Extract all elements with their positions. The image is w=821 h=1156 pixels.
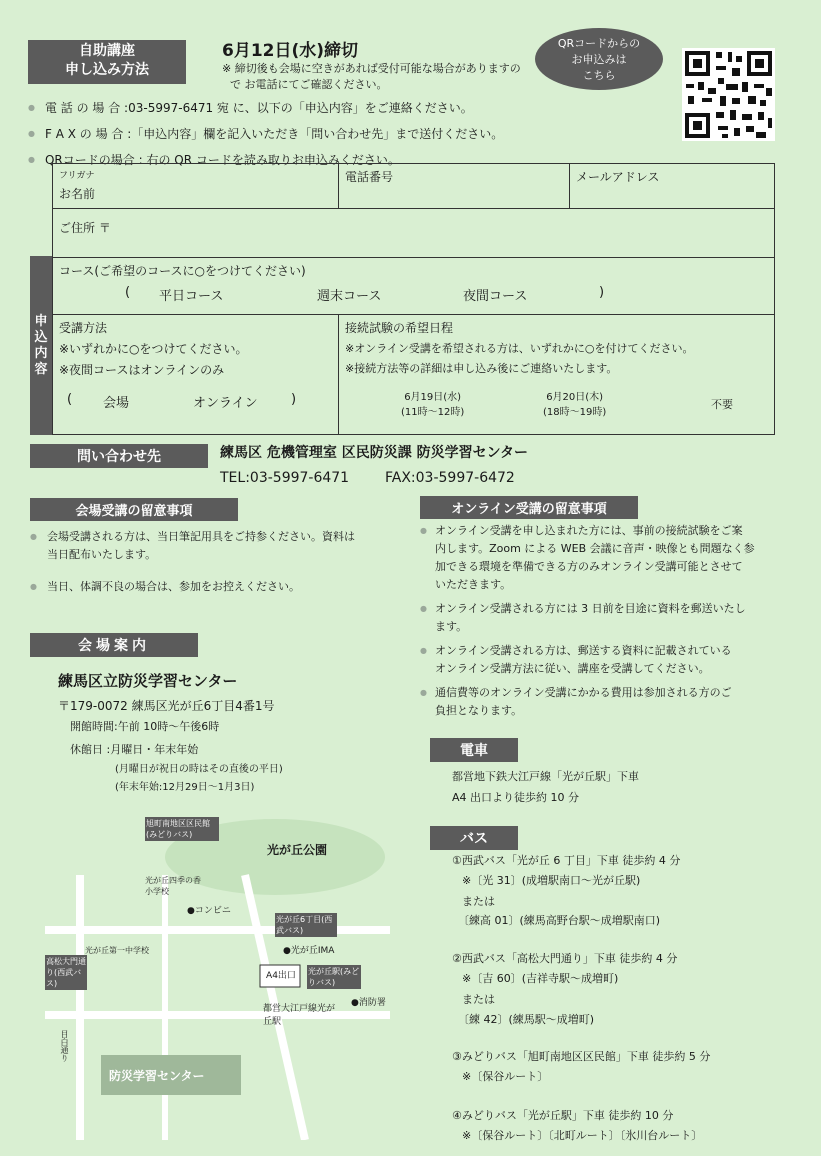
bus-line-6: ※〔吉 60〕(吉祥寺駅～成増町) (462, 972, 619, 985)
map-fire-station: ●消防署 (351, 998, 386, 1008)
furigana-label: フリガナ (59, 171, 95, 181)
method-phone: ● 電 話 の 場 合 :03-5997-6471 宛 に、以下の「申込内容」をご連絡ください。 (28, 96, 503, 122)
test-option-1[interactable] (401, 388, 464, 418)
method-paren-open: ( (67, 392, 73, 407)
test-time-2: (18時～19時) (543, 407, 607, 418)
venue-note-1: ● 会場受講される方は、当日筆記用具をご持参ください。資料は 当日配布いたします。 (30, 528, 360, 564)
bus-line-3: または (462, 895, 495, 908)
apply-label-line1: 自助講座 (79, 43, 135, 59)
online-note-3-line1: オンライン受講される方は、郵送する資料に記載されている (434, 644, 732, 657)
contact-org: 練馬区 危機管理室 区民防災課 防災学習センター (220, 445, 529, 461)
venue-note-1-line1: 会場受講される方は、当日筆記用具をご持参ください。資料は (46, 530, 355, 543)
address-label: ご住所 〒 (59, 221, 111, 235)
name-field[interactable] (52, 163, 339, 209)
train-line-2: A4 出口より徒歩約 10 分 (452, 791, 580, 804)
course-night-option[interactable]: 夜間コース (463, 289, 528, 304)
test-note-2: ※接続方法等の詳細は申し込み後にご連絡いたします。 (345, 362, 618, 375)
qr-code[interactable] (682, 48, 775, 141)
bus-line-7: または (462, 993, 495, 1006)
venue-closed-note-2: (年末年始:12月29日～1月3日) (115, 782, 255, 793)
venue-address: 〒179-0072 練馬区光が丘6丁目4番1号 (58, 699, 275, 713)
qr-bubble-line2: お申込みは (571, 53, 627, 66)
side-char-3: 内 (34, 345, 48, 361)
name-label: お名前 (59, 187, 96, 201)
qr-code-icon (682, 48, 775, 141)
map-midori-stop-2: 光が丘駅(みどりバス) (308, 967, 360, 987)
venue-notes (30, 528, 360, 596)
test-note-1: ※オンライン受講を希望される方は、いずれかに○を付けてください。 (345, 342, 694, 355)
bus-line-12: ※〔保谷ルート〕〔北町ルート〕〔氷川台ルート〕 (462, 1129, 703, 1142)
test-date-1: 6月19日(水) (404, 392, 462, 403)
online-note-4-line2: 負担となります。 (434, 704, 523, 717)
apply-label-line2: 申し込み方法 (65, 62, 149, 78)
online-note-2-line2: ます。 (434, 620, 468, 633)
venue-note-2: ● 当日、体調不良の場合は、参加をお控えください。 (30, 578, 360, 596)
method-paren-close: ) (291, 392, 297, 407)
method-online-option[interactable]: オンライン (193, 396, 258, 411)
online-note-1-line2: 内します。Zoom による WEB 会議に音声・映像とも問題なく参 (434, 542, 755, 555)
course-paren-close: ) (599, 285, 605, 300)
venue-info-label: 会場案内 (30, 633, 198, 657)
deadline: 6月12日(水)締切 (222, 41, 359, 61)
map-convenience-store: ●コンビニ (187, 906, 231, 916)
online-notes (420, 522, 770, 720)
bus-line-10: ※〔保谷ルート〕 (462, 1070, 549, 1083)
online-notes-label: オンライン受講の留意事項 (420, 496, 638, 519)
phone-label: 電話番号 (345, 170, 394, 184)
map-stop-takamatsu: 高松大門通り(西武バス) (46, 957, 86, 988)
online-note-1-line4: いただきます。 (434, 578, 512, 591)
online-note-3-line2: オンライン受講方法に従い、講座を受講してください。 (434, 662, 710, 675)
train-label: 電車 (430, 738, 518, 762)
test-option-none[interactable]: 不要 (711, 398, 733, 411)
course-weekday-option[interactable]: 平日コース (159, 289, 224, 304)
apply-method-label (28, 40, 186, 84)
test-date-2: 6月20日(木) (546, 392, 604, 403)
contact-tel: TEL:03-5997-6471 (220, 470, 350, 486)
side-char-4: 容 (34, 361, 48, 377)
bus-line-8: 〔練 42〕(練馬駅～成増町) (458, 1013, 595, 1026)
map-center: 防災学習センター (109, 1069, 205, 1083)
method-note-2: ※夜間コースはオンラインのみ (59, 363, 225, 377)
method-title: 受講方法 (59, 321, 108, 335)
application-form (30, 163, 775, 435)
course-weekend-option[interactable]: 週末コース (317, 289, 382, 304)
attendance-method-field[interactable] (52, 314, 339, 435)
course-field[interactable] (52, 257, 775, 315)
venue-note-2-line1: 当日、体調不良の場合は、参加をお控えください。 (46, 580, 300, 593)
access-map (45, 815, 390, 1140)
venue-closed-note-1: (月曜日が祝日の時はその直後の平日) (115, 764, 283, 775)
qr-bubble (535, 28, 663, 90)
method-fax: ● F A X の 場 合 :「申込内容」欄を記入いただき「問い合わせ先」まで送付ください。 (28, 122, 503, 148)
method-qr: ● QRコードの場合 : 右の QR コードを読み取りお申込みください。 (28, 148, 503, 174)
side-char-1: 申 (34, 313, 48, 329)
online-note-1-line1: オンライン受講を申し込まれた方には、事前の接続試験をご案 (434, 524, 743, 537)
online-note-4-line1: 通信費等のオンライン受講にかかる費用は参加される方のご (434, 686, 732, 699)
deadline-note-2: で お電話にてご確認ください。 (230, 78, 388, 91)
method-venue-option[interactable]: 会場 (103, 396, 130, 411)
contact-label: 問い合わせ先 (30, 444, 208, 468)
bus-line-2: ※〔光 31〕(成増駅南口～光が丘駅) (462, 874, 641, 887)
map-midori-stop-1: 旭町南地区区民館(みどりバス) (145, 817, 219, 841)
test-title: 接続試験の希望日程 (345, 321, 454, 335)
side-char-2: 込 (34, 329, 48, 345)
test-option-2[interactable] (543, 388, 606, 418)
venue-note-1-line2: 当日配布いたします。 (46, 548, 157, 561)
map-park: 光が丘公園 (267, 843, 328, 857)
online-note-1-line3: 加できる環境を準備できる方のみオンライン受講可能とさせて (434, 560, 743, 573)
connection-test-field[interactable] (338, 314, 775, 435)
form-side-label (30, 256, 52, 435)
online-note-3: ● オンライン受講される方は、郵送する資料に記載されている オンライン受講方法に従い、講座を受講してください。 (420, 642, 770, 678)
train-line-1: 都営地下鉄大江戸線「光が丘駅」下車 (452, 770, 639, 783)
qr-bubble-line1: QRコードからの (557, 37, 641, 50)
map-stop-6chome: 光が丘6丁目(西武バス) (275, 913, 337, 937)
map-elementary-school: 光が丘四季の香小学校 (145, 876, 201, 896)
email-label: メールアドレス (576, 170, 660, 184)
bus-label: バス (430, 826, 518, 850)
map-middle-school: 光が丘第一中学校 (85, 946, 149, 955)
online-note-4: ● 通信費等のオンライン受講にかかる費用は参加される方のご 負担となります。 (420, 684, 770, 720)
venue-closed: 休館日 :月曜日・年末年始 (70, 743, 199, 756)
map-ima: ●光が丘IMA (283, 946, 335, 956)
deadline-note-1: ※ 締切後も会場に空きがあれば受付可能な場合がありますの (222, 62, 521, 75)
phone-field[interactable] (338, 163, 570, 209)
venue-hours: 開館時間:午前 10時～午後6時 (70, 720, 220, 733)
bus-line-4: 〔練高 01〕(練馬高野台駅～成増駅南口) (458, 914, 661, 927)
method-note-1: ※いずれかに○をつけてください。 (59, 342, 248, 356)
address-field[interactable] (52, 208, 775, 258)
contact-fax: FAX:03-5997-6472 (385, 470, 515, 486)
bus-line-1: ①西武バス「光が丘 6 丁目」下車 徒歩約 4 分 (452, 854, 681, 867)
qr-bubble-line3: こちら (582, 69, 616, 82)
course-paren-open: ( (125, 285, 131, 300)
map-exit: A4出口 (266, 971, 296, 981)
bus-line-5: ②西武バス「高松大門通り」下車 徒歩約 4 分 (452, 952, 678, 965)
test-time-1: (11時～12時) (401, 407, 465, 418)
map-station: 都営大江戸線光が丘駅 (263, 1004, 336, 1027)
online-note-2-line1: オンライン受講される方には 3 日前を目途に資料を郵送いたし (434, 602, 746, 615)
venue-notes-label: 会場受講の留意事項 (30, 498, 238, 521)
online-note-2: ● オンライン受講される方には 3 日前を目途に資料を郵送いたし ます。 (420, 600, 770, 636)
email-field[interactable] (569, 163, 775, 209)
venue-name: 練馬区立防災学習センター (58, 672, 238, 690)
online-note-1: ● オンライン受講を申し込まれた方には、事前の接続試験をご案 内します。Zoom による WEB 会議に音声・映像とも問題なく参 加できる環境を準備できる方のみオンライン受講可能とさせて いただきます。 (420, 522, 770, 594)
bus-line-11: ④みどりバス「光が丘駅」下車 徒歩約 10 分 (452, 1109, 674, 1122)
bus-line-9: ③みどりバス「旭町南地区区民館」下車 徒歩約 5 分 (452, 1050, 711, 1063)
map-street: 目白通り (60, 1030, 69, 1062)
course-prompt: コース(ご希望のコースに○をつけてください) (59, 264, 306, 278)
